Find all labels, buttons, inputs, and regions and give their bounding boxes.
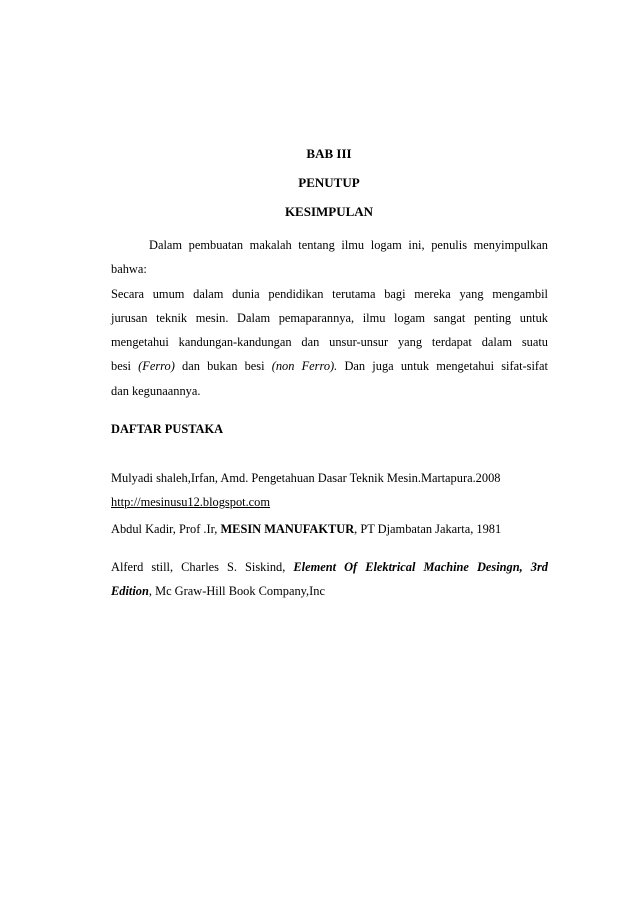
reference-item bbox=[111, 517, 548, 541]
conclusion-line: mengetahui kandungan-kandungan dan unsur-unsur yang terdapat dalam suatu bbox=[111, 335, 548, 350]
conclusion-line: bahwa: bbox=[111, 262, 147, 277]
non-ferro-term: (non Ferro). bbox=[271, 359, 338, 374]
bibliography-heading: DAFTAR PUSTAKA bbox=[111, 422, 224, 436]
conclusion-text: besi bbox=[111, 359, 139, 374]
conclusion-line: jurusan teknik mesin. Dalam pemaparannya, ilmu logam sangat penting untuk bbox=[111, 310, 548, 325]
reference-text: Alferd still, Charles S. Siskind, bbox=[111, 560, 294, 574]
ferro-term: (Ferro) bbox=[138, 359, 175, 374]
reference-line bbox=[111, 579, 548, 603]
conclusion-line bbox=[111, 354, 548, 378]
conclusion-line: Secara umum dalam dunia pendidikan terutama bagi mereka yang mengambil bbox=[111, 286, 548, 301]
reference-book-edition: Edition bbox=[111, 584, 149, 598]
conclusion-text: dan bukan besi bbox=[174, 359, 272, 374]
section-heading: KESIMPULAN bbox=[284, 204, 374, 219]
conclusion-line bbox=[111, 233, 548, 257]
reference-line bbox=[111, 555, 548, 579]
reference-item bbox=[111, 555, 548, 603]
reference-text: Abdul Kadir, Prof .Ir, bbox=[111, 522, 221, 536]
conclusion-text: Dan juga untuk mengetahui sifat-sifat bbox=[337, 359, 548, 374]
conclusion-paragraph bbox=[111, 233, 548, 403]
reference-url-link[interactable]: http://mesinusu12.blogspot.com bbox=[111, 495, 271, 509]
conclusion-line: dan kegunaannya. bbox=[111, 383, 201, 398]
reference-text: Mulyadi shaleh,Irfan, Amd. Pengetahuan Dasar Teknik Mesin.Martapura.2008 bbox=[111, 471, 501, 485]
conclusion-text: Dalam pembuatan makalah tentang ilmu logam ini, penulis menyimpulkan bbox=[149, 238, 548, 252]
reference-text: , Mc Graw-Hill Book Company,Inc bbox=[148, 584, 325, 598]
reference-text: , PT Djambatan Jakarta, 1981 bbox=[354, 522, 502, 536]
reference-book-title: Element Of Elektrical Machine Desingn, 3rd bbox=[293, 560, 548, 574]
reference-item bbox=[111, 466, 548, 514]
chapter-title: PENUTUP bbox=[298, 175, 360, 190]
chapter-heading: BAB III bbox=[306, 146, 352, 161]
reference-book-title: MESIN MANUFAKTUR bbox=[220, 522, 355, 536]
